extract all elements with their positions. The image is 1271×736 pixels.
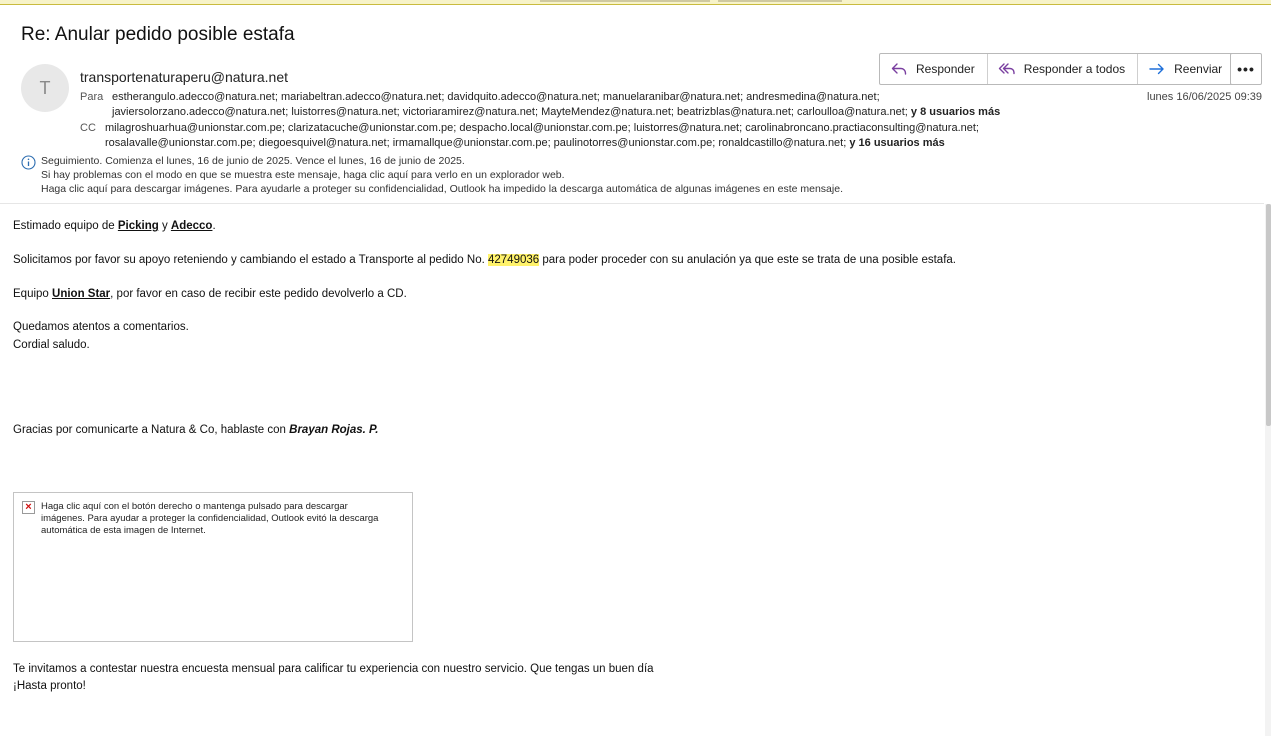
to-label: Para <box>80 91 104 103</box>
cc-label: CC <box>80 122 96 134</box>
cc-line-2[interactable] <box>105 136 945 151</box>
greeting-suffix: . <box>212 220 216 232</box>
received-date: lunes 16/06/2025 09:39 <box>1147 91 1262 103</box>
toolbar-tab <box>540 0 710 2</box>
info-download-images[interactable]: Haga clic aquí para descargar imágenes. Para ayudarle a proteger su confidencialidad, Outlook ha impedido la descarga automática de algunas imágenes en este mensaje. <box>41 183 843 195</box>
reply-actions <box>879 53 1235 85</box>
top-strip <box>0 0 1271 5</box>
scrollbar-thumb[interactable] <box>1266 204 1271 426</box>
team-suffix: , por favor en caso de recibir este pedido devolverlo a CD. <box>110 288 407 300</box>
email-subject: Re: Anular pedido posible estafa <box>21 24 295 45</box>
cc-line-1[interactable]: milagroshuarhua@unionstar.com.pe; clarizatacuche@unionstar.com.pe; despacho.local@unionstar.com.pe; luistorres@natura.net; carolinabroncano.practiaconsulting@natura.net; <box>105 122 979 134</box>
reply-all-label: Responder a todos <box>1023 62 1126 76</box>
reply-button[interactable] <box>880 54 988 84</box>
more-actions-button[interactable]: ••• <box>1230 53 1262 85</box>
request-line <box>13 254 956 266</box>
farewell-line: ¡Hasta pronto! <box>13 680 86 692</box>
forward-button[interactable] <box>1138 54 1234 84</box>
blocked-image-message: Haga clic aquí con el botón derecho o mantenga pulsado para descargar imágenes. Para ayudar a proteger la confidencialidad, Outlook evitó la descarga automática de esta imagen de Internet. <box>41 501 379 536</box>
closing-line-1: Quedamos atentos a comentarios. <box>13 321 189 333</box>
to-line-2[interactable] <box>112 105 1000 120</box>
forward-label: Reenviar <box>1174 62 1223 76</box>
order-number: 42749036 <box>487 254 540 266</box>
forward-icon <box>1148 60 1166 78</box>
and-text: y <box>158 220 171 232</box>
cc-line-2-text: rosalavalle@unionstar.com.pe; diegoesquivel@natura.net; irmamallque@unionstar.com.pe; paulinotorres@unionstar.com.pe; ronaldcastillo@natura.net; <box>105 137 847 149</box>
to-line-2-text: javiersolorzano.adecco@natura.net; luistorres@natura.net; victoriaramirez@natura.net; MayteMendez@natura.net; beatrizblas@natura.net; carloulloa@natura.net; <box>112 106 908 118</box>
adecco-link[interactable]: Adecco <box>170 220 213 232</box>
team-line <box>13 288 407 300</box>
union-star-link[interactable]: Union Star <box>52 288 111 300</box>
reply-label: Responder <box>916 62 975 76</box>
sender-address[interactable]: transportenaturaperu@natura.net <box>80 69 289 85</box>
greeting-prefix: Estimado equipo de <box>13 220 118 232</box>
reply-icon <box>890 60 908 78</box>
info-followup: Seguimiento. Comienza el lunes, 16 de junio de 2025. Vence el lunes, 16 de junio de 2025. <box>41 155 465 167</box>
info-view-in-browser[interactable]: Si hay problemas con el modo en que se muestra este mensaje, haga clic aquí para verlo en un explorador web. <box>41 169 565 181</box>
survey-line: Te invitamos a contestar nuestra encuesta mensual para calificar tu experiencia con nuestro servicio. Que tengas un buen día <box>13 663 654 675</box>
info-icon <box>21 155 36 170</box>
thanks-line <box>13 424 378 436</box>
reply-all-button[interactable] <box>988 54 1138 84</box>
greeting-line <box>13 220 216 232</box>
toolbar-tab <box>718 0 842 2</box>
header-divider <box>0 203 1264 204</box>
blocked-image-placeholder[interactable] <box>13 492 413 642</box>
request-suffix: para poder proceder con su anulación ya que este se trata de una posible estafa. <box>539 254 956 266</box>
sender-avatar[interactable]: T <box>21 64 69 112</box>
reply-all-icon <box>998 60 1016 78</box>
cc-more-link[interactable]: y 16 usuarios más <box>849 137 945 149</box>
agent-name: Brayan Rojas. P. <box>289 424 379 436</box>
to-line-1[interactable]: estherangulo.adecco@natura.net; mariabeltran.adecco@natura.net; davidquito.adecco@natura.net; manuelaranibar@natura.net; andresmedina@natura.net; <box>112 91 880 103</box>
picking-link[interactable]: Picking <box>117 220 159 232</box>
broken-image-icon: × <box>22 501 35 514</box>
request-prefix: Solicitamos por favor su apoyo reteniendo y cambiando el estado a Transporte al pedido No. <box>13 254 488 266</box>
team-prefix: Equipo <box>13 288 53 300</box>
closing-line-2: Cordial saludo. <box>13 339 90 351</box>
thanks-prefix: Gracias por comunicarte a Natura & Co, hablaste con <box>13 424 290 436</box>
to-more-link[interactable]: y 8 usuarios más <box>910 106 1001 118</box>
